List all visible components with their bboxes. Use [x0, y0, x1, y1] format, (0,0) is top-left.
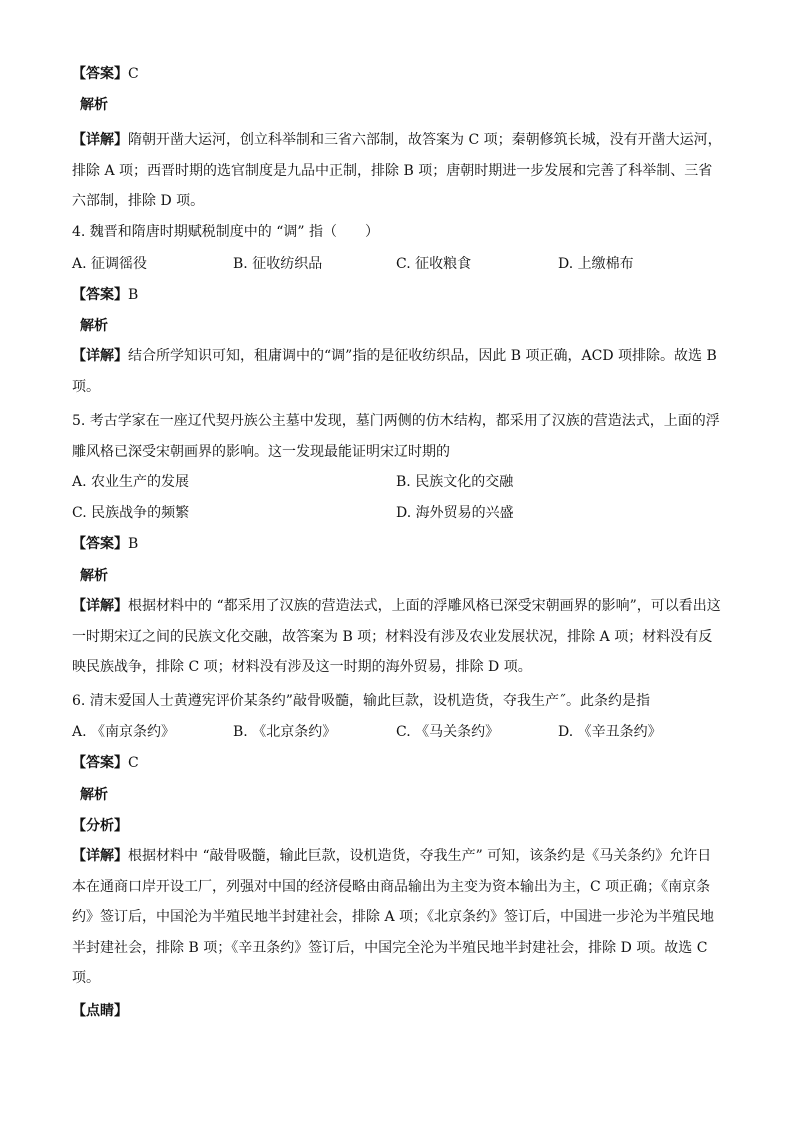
- q3-detail: [72, 125, 724, 217]
- answer-value: B: [128, 287, 139, 303]
- q4-analysis-label: 解析: [80, 318, 108, 334]
- q3-answer: [72, 64, 139, 84]
- detail-label: 【详解】: [72, 348, 128, 364]
- q5-options-row1: [72, 472, 724, 492]
- q5-answer: [72, 534, 138, 554]
- q5-options-row2: [72, 503, 724, 523]
- q5-option-a: A. 农业生产的发展: [72, 474, 190, 490]
- q6-comment-label: 【点睛】: [72, 1003, 128, 1019]
- detail-text: 隋朝开凿大运河，创立科举制和三省六部制，故答案为 C 项；秦朝修筑长城，没有开凿大运河，排除 A 项；西晋时期的选官制度是九品中正制，排除 B 项；唐朝时期进一步发展和完善了科举制、三省六部制，排除 D 项。: [72, 132, 722, 209]
- answer-label: 【答案】: [72, 287, 128, 303]
- q6-option-c: C. 《马关条约》: [396, 724, 500, 740]
- q5-analysis-label: 解析: [80, 568, 108, 584]
- answer-value: C: [128, 66, 139, 82]
- answer-label: 【答案】: [72, 66, 128, 82]
- q6-option-a: A. 《南京条约》: [72, 724, 176, 740]
- q5-detail: [72, 591, 724, 683]
- q4-options: [72, 254, 724, 274]
- answer-label: 【答案】: [72, 755, 128, 771]
- q5-option-d: D. 海外贸易的兴盛: [396, 505, 514, 521]
- q3-analysis-label: 解析: [80, 97, 108, 113]
- q6-option-d: D. 《辛丑条约》: [558, 724, 662, 740]
- answer-label: 【答案】: [72, 536, 128, 552]
- q6-analysis-label: 解析: [80, 787, 108, 803]
- q4-option-d: D. 上缴棉布: [558, 256, 634, 272]
- q6-detail: [72, 841, 724, 994]
- detail-label: 【详解】: [72, 848, 128, 864]
- q4-answer: [72, 285, 138, 305]
- detail-label: 【详解】: [72, 132, 128, 148]
- q6-stem: 6. 清末爱国人士黄遵宪评价某条约”敲骨吸髓，输此巨款，设机造货，夺我生产˝。此条约是指: [72, 693, 650, 709]
- detail-label: 【详解】: [72, 598, 128, 614]
- q6-option-b: B. 《北京条约》: [233, 724, 337, 740]
- q4-option-c: C. 征收粮食: [396, 256, 472, 272]
- q4-detail: [72, 341, 724, 402]
- detail-text: 根据材料中 “敲骨吸髓，输此巨款，设机造货，夺我生产” 可知，该条约是《马关条约》允许日本在通商口岸开设工厂，列强对中国的经济侵略由商品输出为主变为资本输出为主，C 项正确；《南京条约》签订后，中国沦为半殖民地半封建社会，排除 A 项；《北京条约》签订后，中国进一步沦为半殖民地半封建社会，排除 B 项；《辛丑条约》签订后，中国完全沦为半殖民地半封建社会，排除 D 项。故选 C 项。: [72, 848, 715, 986]
- answer-value: C: [128, 755, 139, 771]
- answer-value: B: [128, 536, 139, 552]
- q6-answer: [72, 753, 139, 773]
- q4-stem: 4. 魏晋和隋唐时期赋税制度中的 “调” 指（ ）: [72, 224, 380, 240]
- q6-analysis2-label: 【分析】: [72, 818, 128, 834]
- q6-options: [72, 722, 724, 742]
- detail-text: 根据材料中的 “都采用了汉族的营造法式，上面的浮雕风格已深受宋朝画界的影响”，可以看出这一时期宋辽之间的民族文化交融，故答案为 B 项；材料没有涉及农业发展状况，排除 A 项；材料没有反映民族战争，排除 C 项；材料没有涉及这一时期的海外贸易，排除 D 项。: [72, 598, 721, 675]
- detail-text: 结合所学知识可知，租庸调中的“调”指的是征收纺织品，因此 B 项正确，ACD 项排除。故选 B 项。: [72, 348, 717, 395]
- q5-option-b: B. 民族文化的交融: [396, 474, 514, 490]
- q5-option-c: C. 民族战争的频繁: [72, 505, 190, 521]
- q4-option-b: B. 征收纺织品: [233, 256, 323, 272]
- q4-option-a: A. 征调徭役: [72, 256, 148, 272]
- q5-stem: 5. 考古学家在一座辽代契丹族公主墓中发现，墓门两侧的仿木结构，都采用了汉族的营造法式，上面的浮雕风格已深受宋朝画界的影响。这一发现最能证明宋辽时期的: [72, 413, 720, 460]
